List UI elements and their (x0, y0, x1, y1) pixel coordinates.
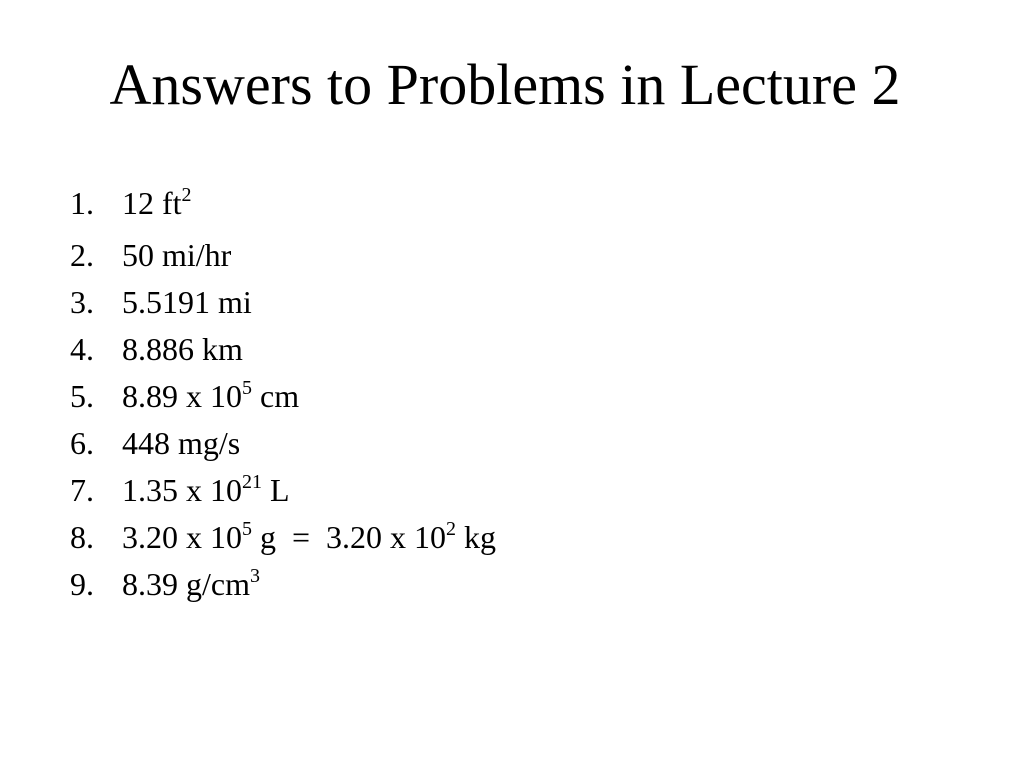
answer-superscript: 5 (242, 518, 252, 540)
answer-text: g = 3.20 x 10 (252, 519, 447, 555)
answer-text: 50 mi/hr (122, 237, 232, 273)
answer-number: 2. (70, 237, 94, 273)
answer-item (70, 232, 496, 279)
answer-text: 1.35 x 10 (122, 472, 242, 508)
answer-item (70, 326, 496, 373)
answer-text: 12 ft (122, 185, 182, 221)
answer-item (70, 561, 496, 608)
answer-item (70, 373, 496, 420)
answer-number: 9. (70, 566, 94, 602)
slide-title: Answers to Problems in Lecture 2 (109, 52, 901, 117)
answer-text: L (262, 472, 290, 508)
answer-superscript: 3 (249, 565, 260, 587)
answer-number: 3. (70, 284, 94, 320)
answer-number: 1. (70, 185, 94, 221)
answer-superscript: 21 (242, 471, 262, 493)
answer-list (70, 180, 496, 608)
answer-superscript: 2 (446, 518, 457, 540)
answer-text: 8.886 km (122, 331, 243, 367)
answer-number: 4. (70, 331, 94, 367)
answer-text: 5.5191 mi (122, 284, 252, 320)
answer-text: 8.39 g/cm (122, 566, 250, 602)
answer-number: 5. (70, 378, 94, 414)
answer-superscript: 5 (242, 377, 252, 399)
answer-text: kg (456, 519, 497, 555)
answer-item (70, 180, 496, 232)
answer-superscript: 2 (181, 184, 192, 206)
answer-item (70, 279, 496, 326)
answer-item (70, 420, 496, 467)
answer-number: 8. (70, 519, 94, 555)
answer-text: 3.20 x 10 (122, 519, 242, 555)
answer-text: cm (252, 378, 300, 414)
answer-number: 6. (70, 425, 94, 461)
answer-item (70, 514, 496, 561)
answer-item (70, 467, 496, 514)
answer-text: 8.89 x 10 (122, 378, 242, 414)
answer-text: 448 mg/s (122, 425, 241, 461)
answer-number: 7. (70, 472, 94, 508)
